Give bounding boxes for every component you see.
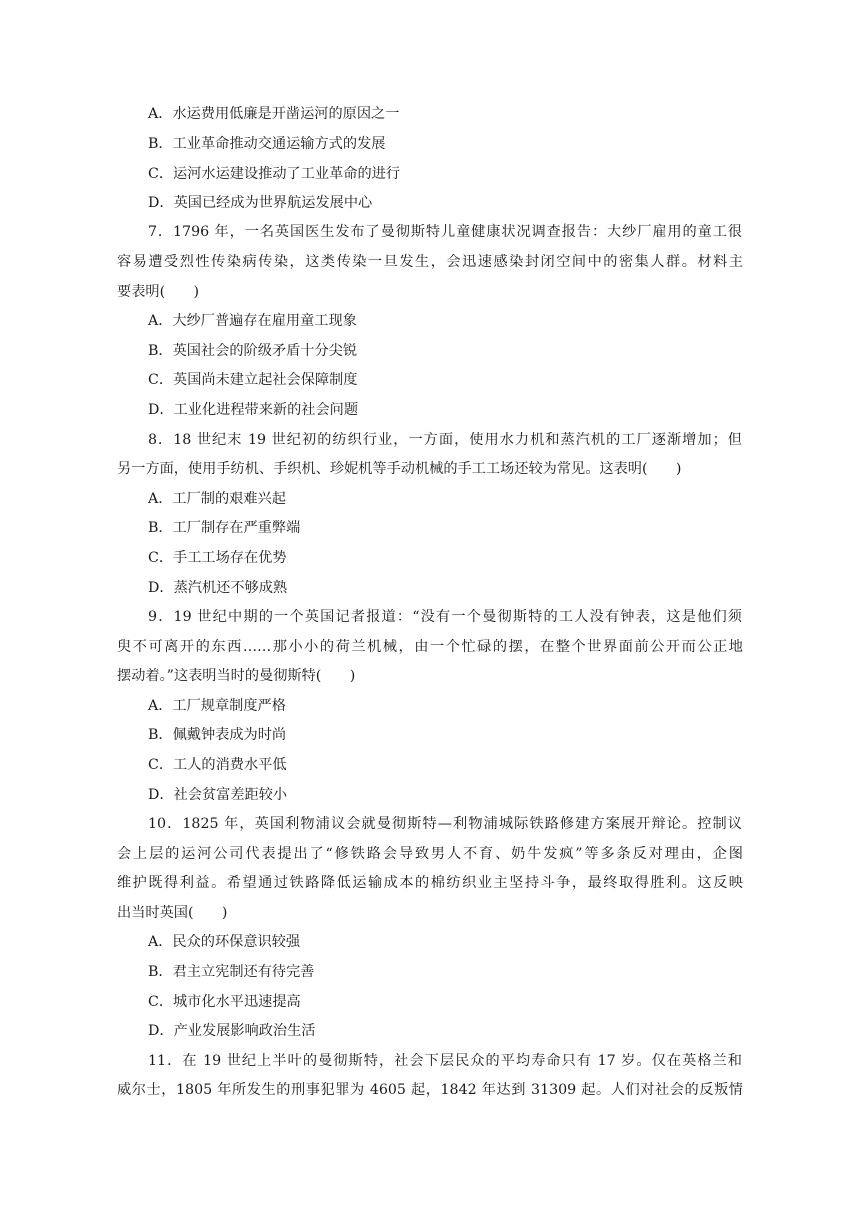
q8-option-b: B．工厂制存在严重弊端 (148, 520, 301, 536)
q7-option-c: C．英国尚未建立起社会保障制度 (148, 372, 358, 388)
q9-stem-line-1: 9．19 世纪中期的一个英国记者报道：“没有一个曼彻斯特的工人没有钟表，这是他们须 (148, 609, 742, 625)
q6-option-d: D．英国已经成为世界航运发展中心 (148, 195, 373, 211)
q9-stem-line-3: 摆动着。”这表明当时的曼彻斯特( ) (117, 668, 356, 684)
q9-stem-line-2: 臾不可离开的东西……那小小的荷兰机械，由一个忙碌的摆，在整个世界面前公开而公正地 (117, 639, 743, 655)
q10-option-b: B．君主立宪制还有待完善 (148, 964, 315, 980)
q7-option-a: A．大纱厂普遍存在雇用童工现象 (148, 313, 357, 329)
q10-option-a: A．民众的环保意识较强 (148, 934, 301, 950)
q8-stem-line-2: 另一方面，使用手纺机、手织机、珍妮机等手动机械的手工工场还较为常见。这表明( ) (117, 461, 682, 477)
q6-option-b: B．工业革命推动交通运输方式的发展 (148, 136, 386, 152)
q8-option-d: D．蒸汽机还不够成熟 (148, 580, 288, 596)
q9-option-a: A．工厂规章制度严格 (148, 698, 286, 714)
q7-stem-line-2: 容易遭受烈性传染病传染，这类传染一旦发生，会迅速感染封闭空间中的密集人群。材料主 (117, 254, 743, 270)
q7-option-b: B．英国社会的阶级矛盾十分尖锐 (148, 343, 358, 359)
q8-option-a: A．工厂制的艰难兴起 (148, 491, 286, 507)
q7-stem-line-1: 7．1796 年，一名英国医生发布了曼彻斯特儿童健康状况调查报告：大纱厂雇用的童工很 (148, 224, 742, 240)
q11-stem-line-2: 威尔士，1805 年所发生的刑事犯罪为 4605 起，1842 年达到 31309 起。人们对社会的反叛情 (117, 1082, 743, 1098)
q10-stem-line-2: 会上层的运河公司代表提出了“修铁路会导致男人不育、奶牛发疯”等多条反对理由，企图 (117, 846, 743, 862)
q9-option-c: C．工人的消费水平低 (148, 757, 287, 773)
q8-option-c: C．手工工场存在优势 (148, 550, 287, 566)
q9-option-d: D．社会贫富差距较小 (148, 787, 288, 803)
q11-stem-line-1: 11．在 19 世纪上半叶的曼彻斯特，社会下层民众的平均寿命只有 17 岁。仅在英格兰和 (148, 1053, 742, 1069)
q7-option-d: D．工业化进程带来新的社会问题 (148, 402, 359, 418)
q10-option-d: D．产业发展影响政治生活 (148, 1023, 316, 1039)
q9-option-b: B．佩戴钟表成为时尚 (148, 727, 287, 743)
q7-stem-line-3: 要表明( ) (117, 284, 200, 300)
q6-option-c: C．运河水运建设推动了工业革命的进行 (148, 166, 401, 182)
q8-stem-line-1: 8．18 世纪末 19 世纪初的纺织行业，一方面，使用水力机和蒸汽机的工厂逐渐增加；但 (148, 432, 742, 448)
q10-stem-line-3: 维护既得利益。希望通过铁路降低运输成本的棉纺织业主坚持斗争，最终取得胜利。这反映 (117, 875, 743, 891)
q10-stem-line-1: 10．1825 年，英国利物浦议会就曼彻斯特—利物浦城际铁路修建方案展开辩论。控制议 (148, 816, 742, 832)
q10-option-c: C．城市化水平迅速提高 (148, 994, 301, 1010)
q6-option-a: A．水运费用低廉是开凿运河的原因之一 (148, 106, 400, 122)
q10-stem-line-4: 出当时英国( ) (117, 905, 228, 921)
